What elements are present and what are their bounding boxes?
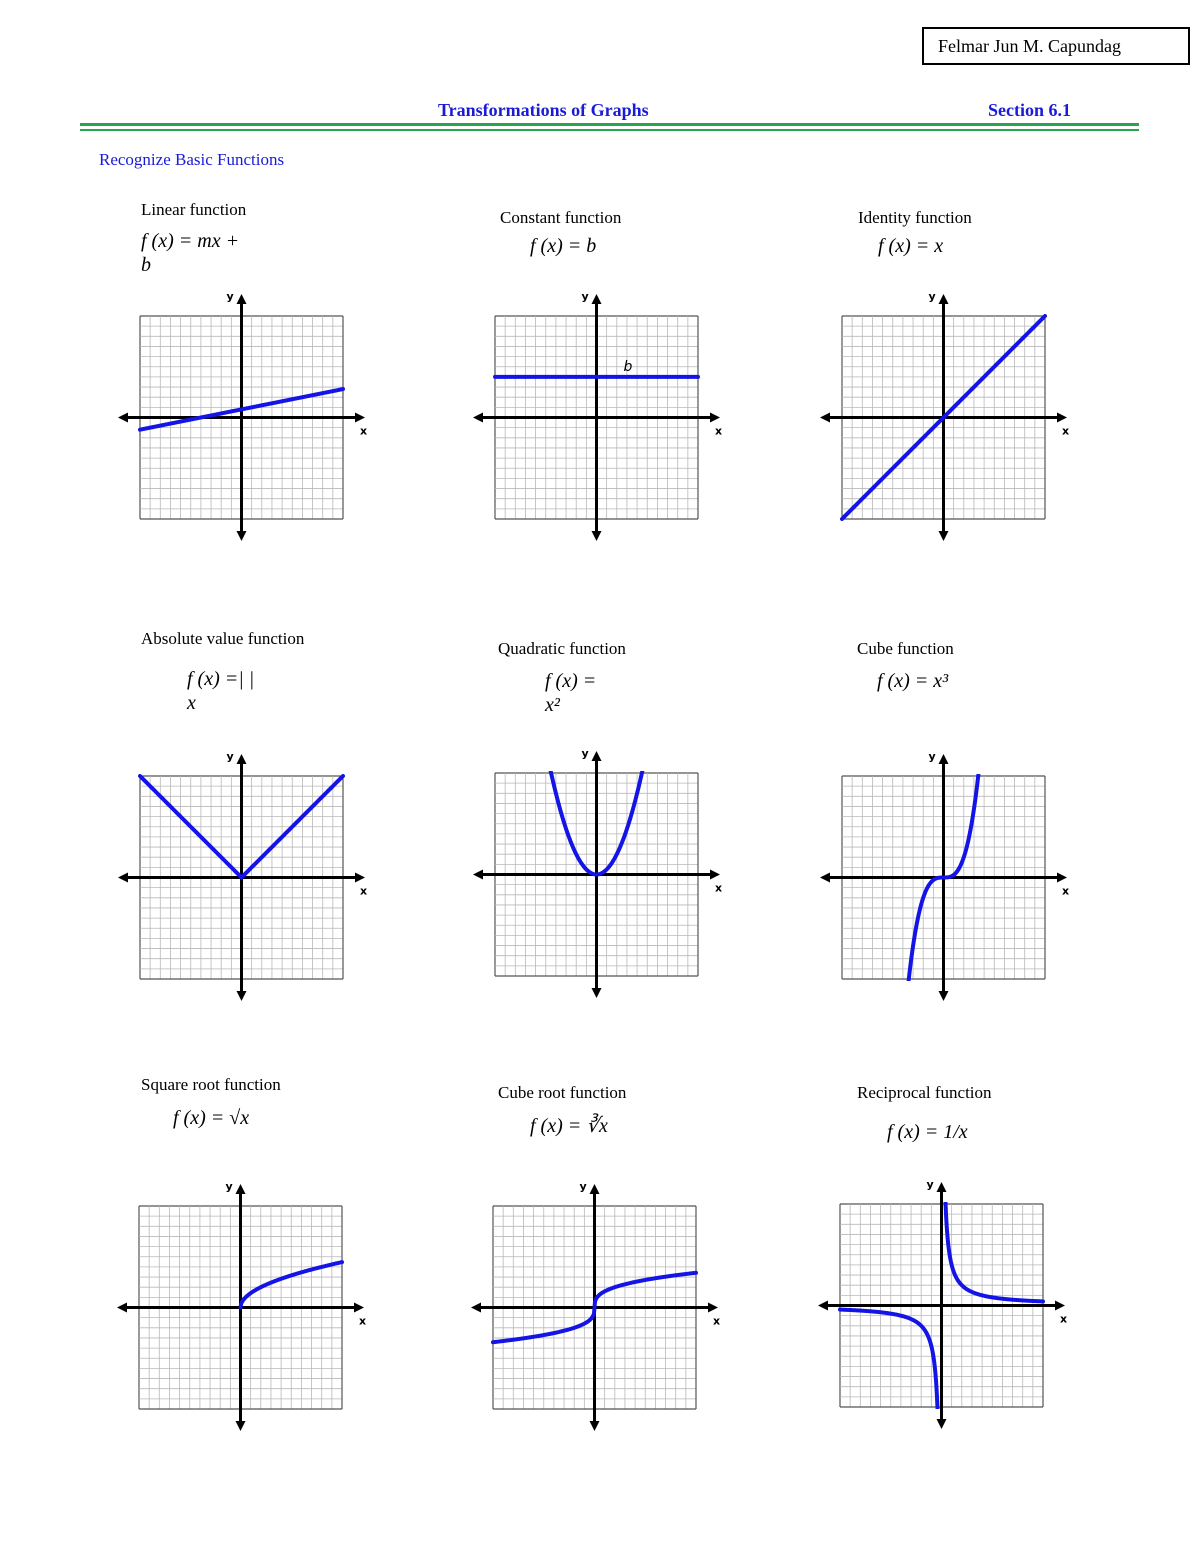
abs-function-name: Absolute value function <box>141 629 305 648</box>
cube-function-formula: f (x) = x³ <box>877 670 949 692</box>
sqrt-function-graph <box>114 1175 369 1435</box>
y-axis-arrow-up <box>939 294 949 304</box>
y-axis-arrow-up <box>236 1184 246 1194</box>
y-axis-arrow-up <box>237 294 247 304</box>
y-axis-arrow-down <box>237 991 247 1001</box>
header-rule-top <box>80 123 1139 126</box>
x-axis-label: x <box>360 424 368 438</box>
x-axis-arrow-left <box>118 873 128 883</box>
y-axis-label: y <box>928 750 936 763</box>
x-axis-arrow-left <box>117 1303 127 1313</box>
cube-function-graph <box>817 745 1072 1005</box>
identity-function-formula: f (x) = x <box>878 235 944 257</box>
reciprocal-curve-1 <box>945 1190 1043 1302</box>
x-axis-arrow-left <box>820 413 830 423</box>
y-axis-arrow-down <box>937 1419 947 1429</box>
x-axis-label: x <box>715 424 723 438</box>
y-axis-label: y <box>226 750 234 763</box>
y-axis-arrow-down <box>590 1421 600 1431</box>
y-axis-arrow-up <box>592 294 602 304</box>
section-subheading: Recognize Basic Functions <box>99 150 285 169</box>
document-title: Transformations of Graphs <box>438 100 649 120</box>
x-axis-arrow-left <box>820 873 830 883</box>
cbrt-function-formula: f (x) = ∛x <box>530 1115 608 1137</box>
y-axis-arrow-up <box>590 1184 600 1194</box>
reciprocal-function-name: Reciprocal function <box>857 1083 992 1102</box>
x-axis-arrow-left <box>471 1303 481 1313</box>
cbrt-function-graph <box>468 1175 723 1435</box>
x-axis-arrow-left <box>473 870 483 880</box>
x-axis-arrow-right <box>1055 1301 1065 1311</box>
x-axis-arrow-right <box>355 413 365 423</box>
abs-function-graph <box>115 745 370 1005</box>
y-axis-arrow-down <box>592 988 602 998</box>
x-axis-label: x <box>713 1314 721 1328</box>
x-axis-label: x <box>1060 1312 1068 1326</box>
y-axis-label: y <box>225 1180 233 1193</box>
x-axis-arrow-right <box>708 1303 718 1313</box>
x-axis-arrow-right <box>710 870 720 880</box>
quadratic-function-name: Quadratic function <box>498 639 626 658</box>
x-axis-label: x <box>715 881 723 895</box>
y-axis-label: y <box>226 290 234 303</box>
header-rule-bottom <box>80 129 1139 131</box>
x-axis-arrow-right <box>355 873 365 883</box>
x-axis-label: x <box>1062 884 1070 898</box>
constant-function-graph <box>470 285 725 545</box>
linear-function-formula: f (x) = mx + b <box>141 230 240 276</box>
y-axis-arrow-up <box>939 754 949 764</box>
x-axis-label: x <box>359 1314 367 1328</box>
linear-function-graph <box>115 285 370 545</box>
constant-function-formula: f (x) = b <box>530 235 597 257</box>
x-axis-arrow-right <box>354 1303 364 1313</box>
y-axis-arrow-down <box>592 531 602 541</box>
x-axis-arrow-left <box>118 413 128 423</box>
y-axis-label: y <box>581 290 589 303</box>
y-axis-arrow-up <box>937 1182 947 1192</box>
sqrt-function-name: Square root function <box>141 1075 281 1094</box>
section-number: Section 6.1 <box>988 100 1071 120</box>
y-axis-arrow-up <box>237 754 247 764</box>
y-axis-arrow-down <box>236 1421 246 1431</box>
y-axis-label: y <box>928 290 936 303</box>
author-name-box: Felmar Jun M. Capundag <box>922 27 1190 65</box>
reciprocal-curve-0 <box>840 1310 938 1422</box>
abs-function-formula: f (x) =| | x <box>187 668 255 714</box>
quadratic-function-graph <box>470 742 725 1002</box>
identity-function-graph <box>817 285 1072 545</box>
identity-function-name: Identity function <box>858 208 972 227</box>
y-axis-arrow-down <box>939 531 949 541</box>
cbrt-function-name: Cube root function <box>498 1083 627 1102</box>
x-axis-label: x <box>360 884 368 898</box>
x-axis-arrow-left <box>473 413 483 423</box>
quadratic-function-formula: f (x) = x² <box>545 670 597 716</box>
linear-function-name: Linear function <box>141 200 247 219</box>
reciprocal-function-graph <box>815 1173 1070 1433</box>
x-axis-arrow-right <box>710 413 720 423</box>
y-axis-label: y <box>581 747 589 760</box>
constant-b-label: b <box>623 358 633 375</box>
y-axis-label: y <box>926 1178 934 1191</box>
y-axis-arrow-down <box>939 991 949 1001</box>
y-axis-arrow-up <box>592 751 602 761</box>
cube-function-name: Cube function <box>857 639 954 658</box>
reciprocal-function-formula: f (x) = 1/x <box>887 1121 968 1143</box>
x-axis-arrow-right <box>1057 873 1067 883</box>
constant-function-name: Constant function <box>500 208 622 227</box>
x-axis-arrow-left <box>818 1301 828 1311</box>
x-axis-arrow-right <box>1057 413 1067 423</box>
x-axis-label: x <box>1062 424 1070 438</box>
y-axis-arrow-down <box>237 531 247 541</box>
y-axis-label: y <box>579 1180 587 1193</box>
sqrt-function-formula: f (x) = √x <box>173 1107 250 1129</box>
